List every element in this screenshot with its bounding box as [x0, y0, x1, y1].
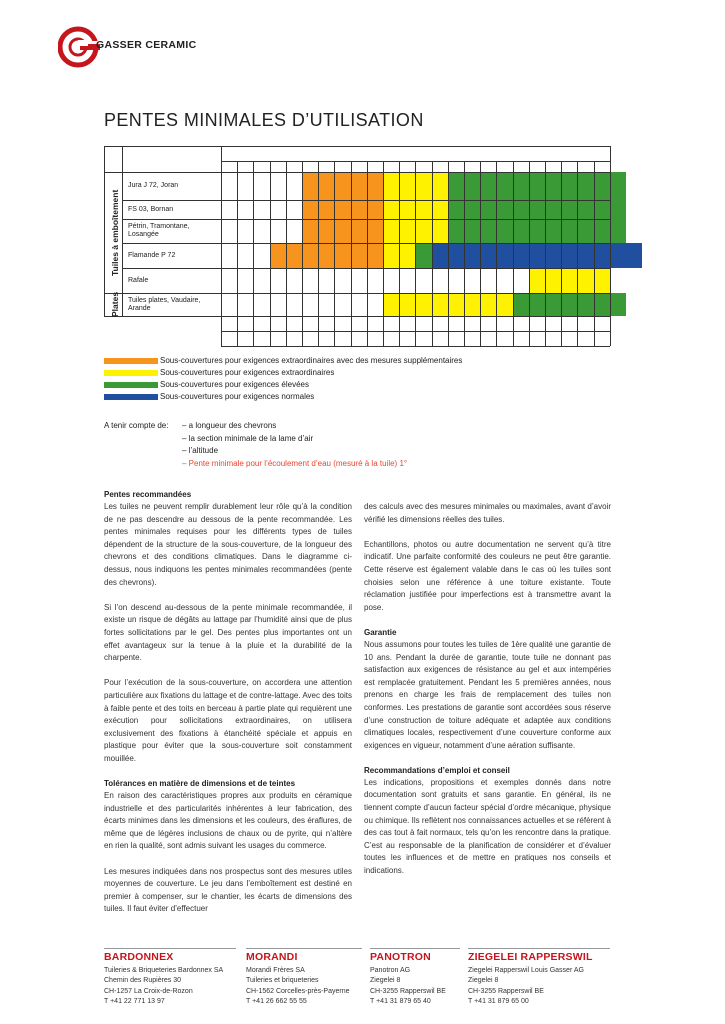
grid-line [221, 146, 222, 346]
slope-cell [351, 243, 367, 268]
slope-cell [318, 172, 334, 200]
slope-cell [399, 219, 415, 243]
slope-cell [577, 219, 593, 243]
slope-cell [432, 172, 448, 200]
grid-line [104, 172, 610, 173]
grid-line [221, 346, 610, 347]
slope-cell [561, 219, 577, 243]
grid-line [351, 161, 352, 346]
address-line: T +41 22 771 13 97 [104, 997, 165, 1005]
address-line: T +41 31 879 65 00 [468, 997, 529, 1005]
grid-line [104, 316, 610, 317]
slope-cell [383, 219, 399, 243]
address-line: Tuileries & Briqueteries Bardonnex SA [104, 967, 224, 974]
slope-cell [318, 219, 334, 243]
paragraph: Pour l’exécution de la sous-couverture, on accordera une attention particulière aux fixations du lattage et de contre-lattage. Avec des toits à faible pente et des toits en berceau à partie plate qui requièrent une exécution pour sollicitations extraordinaires, on utilisera exclusivement des fixations à étanchéité spéciale et appuis en plastique pour éviter que la sous-couverture soit constamment mouillée. [104, 678, 352, 763]
grid-line [104, 293, 610, 294]
grid-line [104, 146, 610, 147]
grid-line [318, 161, 319, 346]
slope-cell [577, 293, 593, 316]
brand-name: GASSER CERAMIC [96, 39, 197, 51]
slope-cell [383, 172, 399, 200]
slope-cell [496, 243, 512, 268]
slope-cell [383, 243, 399, 268]
slope-cell [529, 268, 545, 293]
slope-cell [464, 172, 480, 200]
section-title: Recommandations d’emploi et conseil [364, 765, 510, 775]
slope-cell [415, 200, 431, 219]
slope-cell [513, 243, 529, 268]
address-line: Chemin des Rupières 30 [104, 977, 182, 985]
slope-cell [529, 172, 545, 200]
slope-cell [464, 200, 480, 219]
paragraph: Les mesures indiquées dans nos prospectus sont des mesures utiles moyennes de couverture. Le jeu dans l’emboîtement est destiné en premier à compenser, sur le chantier, les écarts de dimensions des tuiles. Il faut éviter d’effectuer [104, 866, 352, 914]
legend-label: Sous-couvertures pour exigences élevées [160, 380, 309, 389]
grid-line [480, 161, 481, 346]
slope-cell [577, 172, 593, 200]
note-highlight: – Pente minimale pour l’écoulement d’eau (mesuré à la tuile) 1° [182, 458, 408, 468]
slope-cell [513, 200, 529, 219]
company-name: MORANDI [246, 948, 362, 963]
slope-cell [448, 219, 464, 243]
slope-cell [561, 293, 577, 316]
grid-line [367, 161, 368, 346]
slope-cell [610, 243, 626, 268]
slope-cell [383, 200, 399, 219]
legend-swatch [104, 370, 158, 376]
slope-cell [577, 243, 593, 268]
slope-cell [545, 268, 561, 293]
note-item: – l’altitude [182, 446, 219, 455]
legend-swatch [104, 358, 158, 364]
slope-cell [334, 219, 350, 243]
slope-cell [351, 200, 367, 219]
slope-cell [529, 219, 545, 243]
tile-type-name: Tuiles plates, Vaudaire, Arande [128, 296, 201, 312]
slope-cell [513, 293, 529, 316]
slope-cell [480, 172, 496, 200]
tile-type-name: Rafale [128, 276, 149, 284]
paragraph: Nous assumons pour toutes les tuiles de 1ère qualité une garantie de 10 ans. Pendant la durée de garantie, toute tuile ne donnant pas satisfaction aux exigences de résistance au gel et aux intempéries est remplacée gratuitement. Pendant les 5 premières années, nous prenons en charge les frais de remplacement des tuiles non conformes. Les prestations de garantie sont accordées sous réserve d’une construction de toiture adéquate et adaptée aux conditions climatiques locales, respectivement d’une couverture conforme aux exigences en vigueur, notamment d’une aération suffisante. [364, 639, 611, 750]
slope-cell [610, 172, 626, 200]
grid-line [399, 161, 400, 346]
slope-cell [610, 219, 626, 243]
slope-cell [270, 243, 286, 268]
slope-cell [318, 200, 334, 219]
paragraph: Echantillons, photos ou autre documentation ne servent qu’à titre indicatif. Une parfaite conformité des couleurs ne peut être garantie. Cette réserve est également valable dans le cas où les tuiles sont choisies selon une référence à une toiture existante. Toute réclamation justifiée pour imperfections est à transmettre avant la pose. [364, 539, 611, 612]
slope-cell [496, 200, 512, 219]
note-item: – la section minimale de la lame d’air [182, 433, 314, 443]
address-line: Panotron AG [370, 967, 411, 974]
tile-type-name: Jura J 72, Joran [128, 182, 179, 189]
paragraph: des calculs avec des mesures minimales ou maximales, avant d’avoir vérifié les dimensions réelles des tuiles. [364, 502, 611, 524]
slope-cell [351, 172, 367, 200]
slope-cell [610, 293, 626, 316]
grid-line [432, 161, 433, 346]
address-line: Ziegelei 8 [370, 977, 401, 985]
column-left [104, 489, 352, 929]
slope-cell [594, 268, 610, 293]
slope-cell [415, 293, 431, 316]
slope-cell [561, 243, 577, 268]
paragraph: Les tuiles ne peuvent remplir durablement leur rôle qu’à la condition de ne pas descendre au dessous de la pente recommandée. Les pentes minimales requises pour les différents types de tuiles dépendent de la structure de la sous-couverture, de la longueur des chevrons et des conditions climatiques. Dans le diagramme ci-dessus, nous indiquons les pentes minimales recommandées (pente des chevrons). [104, 502, 352, 587]
slope-cell [545, 219, 561, 243]
address-line: CH-1562 Corcelles-près-Payerne [246, 987, 350, 995]
slope-cell [610, 200, 626, 219]
grid-line [334, 161, 335, 346]
slope-cell [594, 293, 610, 316]
grid-line [253, 161, 254, 346]
slope-cell [367, 200, 383, 219]
paragraph: En raison des caractéristiques propres aux produits en céramique industrielle et des particularités inhérentes à leur fabrication, des écarts minimes dans les dimensions et les couleurs, des éraflures, de même que de légères inclusions de chaux ou de pyrite, qui n’altère en rien la qualité, sont admis suivant les usages du commerce. [104, 791, 352, 851]
legend-label: Sous-couvertures pour exigences extraordinaires avec des mesures supplémentaires [160, 356, 463, 365]
slope-cell [594, 243, 610, 268]
grid-line [545, 161, 546, 346]
grid-line [286, 161, 287, 346]
slope-cell [334, 200, 350, 219]
slope-cell [432, 219, 448, 243]
tile-type-name: Pétrin, Tramontane, Losangée [128, 223, 190, 238]
slope-cell [464, 219, 480, 243]
grid-line [270, 161, 271, 346]
grid-line [594, 161, 595, 346]
slope-cell [448, 200, 464, 219]
slope-cell [432, 200, 448, 219]
slope-cell [367, 219, 383, 243]
address-line: Ziegelei Rapperswil Louis Gasser AG [468, 967, 584, 974]
slope-cell [545, 200, 561, 219]
page-title: PENTES MINIMALES D’UTILISATION [104, 110, 424, 130]
slope-cell [464, 243, 480, 268]
slope-cell [399, 243, 415, 268]
slope-cell [464, 293, 480, 316]
grid-line [237, 161, 238, 346]
slope-cell [399, 293, 415, 316]
grid-line [383, 161, 384, 346]
company-name: PANOTRON [370, 948, 460, 963]
slope-cell [480, 243, 496, 268]
slope-cell [480, 219, 496, 243]
slope-cell [626, 243, 642, 268]
slope-cell [594, 200, 610, 219]
slope-cell [480, 200, 496, 219]
slope-cell [496, 293, 512, 316]
slope-cell [415, 172, 431, 200]
grid-line [513, 161, 514, 346]
slope-cell [367, 172, 383, 200]
slope-cell [399, 172, 415, 200]
address-bardonnex [104, 948, 236, 1007]
legend-swatch [104, 382, 158, 388]
slope-cell [432, 243, 448, 268]
grid-line [415, 161, 416, 346]
tile-type-name: FS 03, Bornan [128, 205, 174, 213]
slope-cell [480, 293, 496, 316]
slope-cell [351, 219, 367, 243]
paragraph: Les indications, propositions et exemples donnés dans notre documentation sont gratuits et sans garantie. En général, ils ne tiennent compte d’aucun facteur spécial d’ordre mécanique, physique ou chimique. Ils reflètent nos connaissances actuelles et se réfèrent à des cas tout à fait normaux, tels qu’on les rencontre dans la pratique. C’est au responsable de la planification de considérer et d’évaluer toutes les influences et de mettre en pratiques nos conseils et indications. [364, 777, 611, 876]
group-label: Plates [110, 291, 120, 318]
slope-cell [302, 172, 318, 200]
address-panotron [370, 948, 460, 1007]
grid-line [577, 161, 578, 346]
slope-cell [561, 268, 577, 293]
slope-cell [432, 293, 448, 316]
slope-cell [577, 268, 593, 293]
column-right [364, 501, 611, 890]
slope-cell [529, 293, 545, 316]
section-title: Pentes recommandées [104, 490, 192, 499]
grid-line [529, 161, 530, 346]
address-line: CH-3255 Rapperswil BE [468, 987, 544, 995]
grid-line [496, 161, 497, 346]
slope-cell [383, 293, 399, 316]
slope-table [104, 146, 610, 346]
grid-line [448, 161, 449, 346]
slope-cell [577, 200, 593, 219]
grid-line [122, 146, 123, 316]
address-morandi [246, 948, 362, 1007]
slope-cell [496, 172, 512, 200]
address-ziegelei-rapperswil [468, 948, 610, 1007]
slope-cell [545, 243, 561, 268]
slope-cell [302, 219, 318, 243]
grid-line [561, 161, 562, 346]
slope-cell [448, 293, 464, 316]
slope-cell [334, 172, 350, 200]
grid-line [104, 146, 105, 316]
legend-swatch [104, 394, 158, 400]
slope-cell [318, 243, 334, 268]
grid-line [610, 146, 611, 346]
slope-cell [513, 219, 529, 243]
slope-cell [415, 243, 431, 268]
slope-cell [448, 243, 464, 268]
section-title: Tolérances en matière de dimensions et de teintes [104, 779, 296, 789]
grid-line [302, 161, 303, 346]
slope-cell [302, 200, 318, 219]
address-line: T +41 31 879 65 40 [370, 997, 431, 1005]
group-label: Tuiles à emboîtement [110, 189, 120, 276]
slope-cell [545, 172, 561, 200]
slope-cell [545, 293, 561, 316]
tile-type-name: Flamande P 72 [128, 251, 176, 259]
slope-cell [367, 243, 383, 268]
slope-cell [561, 172, 577, 200]
slope-cell [561, 200, 577, 219]
company-name: ZIEGELEI RAPPERSWIL [468, 948, 610, 963]
slope-cell [529, 200, 545, 219]
address-line: CH-3255 Rapperswil BE [370, 987, 446, 995]
slope-cell [334, 243, 350, 268]
slope-cell [302, 243, 318, 268]
address-line: Ziegelei 8 [468, 977, 499, 985]
grid-line [464, 161, 465, 346]
brand-logo [58, 25, 228, 69]
notes-label: A tenir compte de: [104, 421, 169, 430]
slope-cell [286, 243, 302, 268]
slope-cell [415, 219, 431, 243]
address-line: Tuileries et briqueteries [246, 977, 319, 985]
slope-cell [513, 172, 529, 200]
slope-cell [399, 200, 415, 219]
slope-cell [496, 219, 512, 243]
address-line: Morandi Frères SA [246, 967, 305, 974]
legend-label: Sous-couvertures pour exigences normales [160, 392, 315, 401]
section-title: Garantie [364, 627, 397, 637]
slope-cell [448, 172, 464, 200]
note-item: – a longueur des chevrons [182, 421, 277, 430]
legend-label: Sous-couvertures pour exigences extraordinaires [160, 368, 335, 377]
slope-cell [529, 243, 545, 268]
address-line: CH-1257 La Croix-de-Rozon [104, 987, 193, 995]
slope-cell [594, 219, 610, 243]
company-name: BARDONNEX [104, 948, 236, 963]
slope-cell [594, 172, 610, 200]
paragraph: Si l’on descend au-dessous de la pente minimale recommandée, il existe un risque de dégâts au lattage par l’humidité ainsi que de plus fortes sollicitations par le gel. Des pentes plus importantes ont un effet avantageux sur la tenue à la pluie et la durabilité de la charpente. [104, 602, 352, 663]
address-line: T +41 26 662 55 55 [246, 997, 307, 1005]
